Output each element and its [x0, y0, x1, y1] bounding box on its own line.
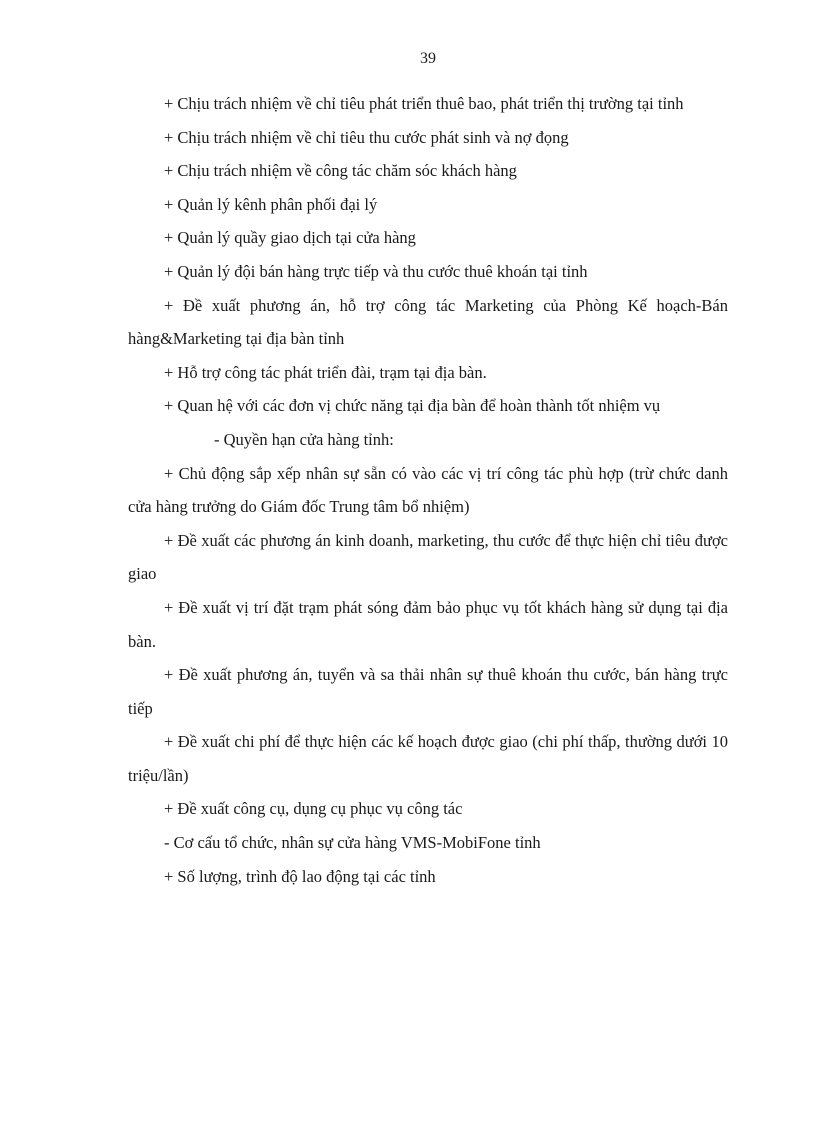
paragraph: + Đề xuất chi phí để thực hiện các kế hoạch được giao (chi phí thấp, thường dưới 10 triệu/lần): [128, 732, 728, 785]
paragraph: + Quản lý đội bán hàng trực tiếp và thu cước thuê khoán tại tỉnh: [164, 261, 588, 281]
page-number: 39: [420, 50, 436, 67]
paragraph: + Chịu trách nhiệm về chỉ tiêu phát triển thuê bao, phát triển thị trường tại tỉnh: [164, 94, 684, 113]
paragraph: + Chủ động sắp xếp nhân sự sẵn có vào các vị trí công tác phù hợp (trừ chức danh cửa hàng trưởng do Giám đốc Trung tâm bổ nhiệm): [128, 463, 728, 517]
paragraph: + Đề xuất vị trí đặt trạm phát sóng đảm bảo phục vụ tốt khách hàng sử dụng tại địa bàn.: [128, 597, 728, 651]
document-body: [128, 87, 728, 893]
paragraph: + Đề xuất công cụ, dụng cụ phục vụ công tác: [164, 799, 463, 819]
section-heading: - Cơ cấu tổ chức, nhân sự cửa hàng VMS-MobiFone tỉnh: [164, 833, 541, 853]
paragraph: + Quan hệ với các đơn vị chức năng tại địa bàn để hoàn thành tốt nhiệm vụ: [164, 396, 661, 416]
section-heading: - Quyền hạn cửa hàng tỉnh:: [214, 429, 394, 449]
paragraph: + Đề xuất phương án, hỗ trợ công tác Marketing của Phòng Kế hoạch-Bán hàng&Marketing tại địa bàn tỉnh: [128, 295, 728, 349]
paragraph: + Quản lý quầy giao dịch tại cửa hàng: [164, 228, 416, 248]
paragraph: + Chịu trách nhiệm về chỉ tiêu thu cước phát sinh và nợ đọng: [164, 127, 569, 147]
paragraph: + Quản lý kênh phân phối đại lý: [164, 194, 378, 214]
paragraph: + Đề xuất các phương án kinh doanh, marketing, thu cước để thực hiện chỉ tiêu được giao: [128, 530, 728, 584]
paragraph: + Chịu trách nhiệm về công tác chăm sóc khách hàng: [164, 161, 517, 181]
paragraph: + Số lượng, trình độ lao động tại các tỉnh: [164, 866, 436, 886]
paragraph: + Đề xuất phương án, tuyển và sa thải nhân sự thuê khoán thu cước, bán hàng trực tiếp: [128, 665, 728, 718]
paragraph: + Hỗ trợ công tác phát triển đài, trạm tại địa bàn.: [164, 362, 487, 382]
